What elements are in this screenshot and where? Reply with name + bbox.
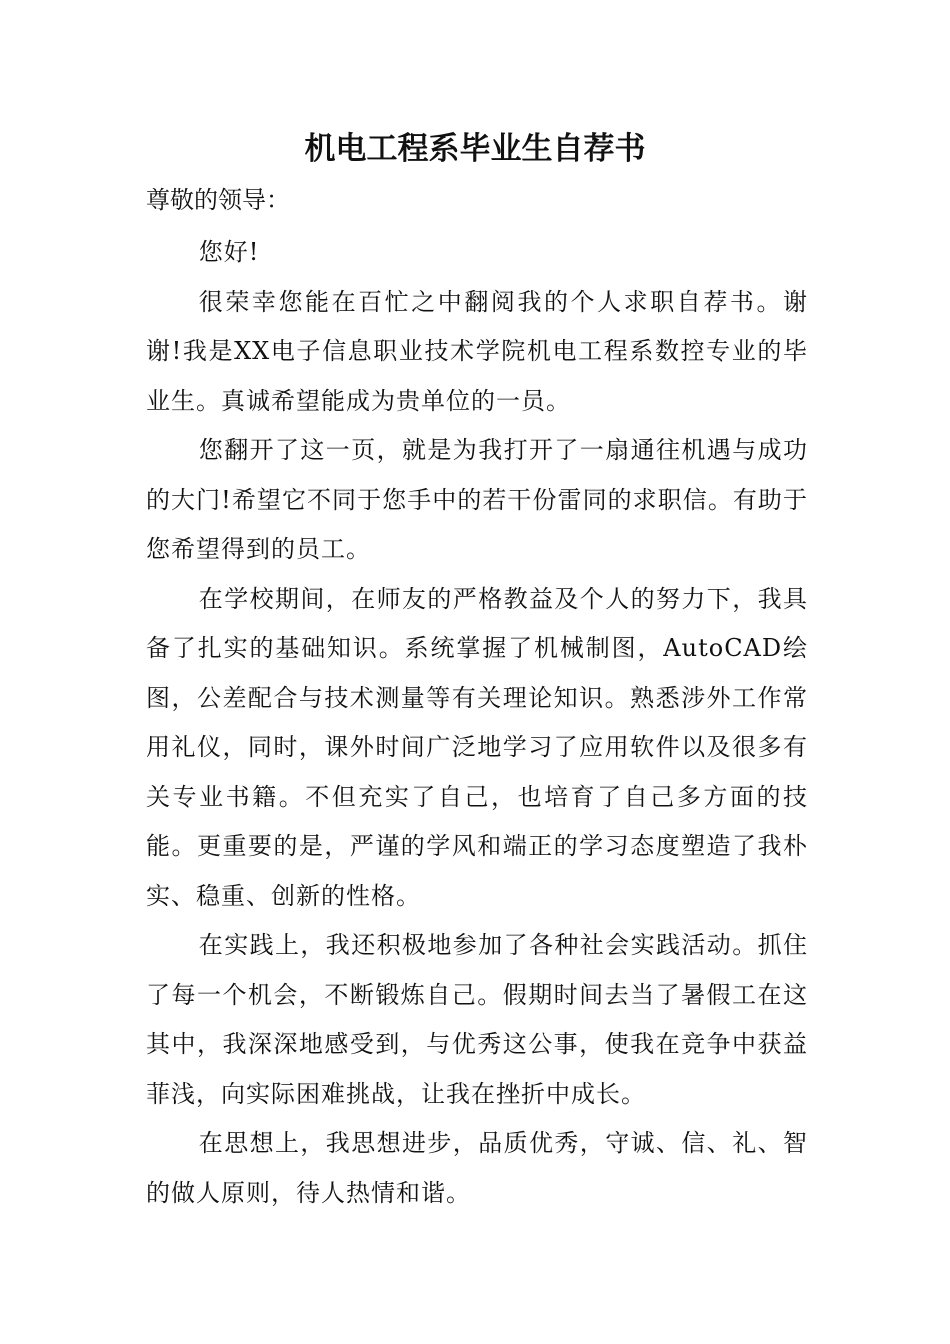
paragraph-school: 在学校期间，在师友的严格教益及个人的努力下，我具备了扎实的基础知识。系统掌握了机械制图，AutoCAD绘图，公差配合与技术测量等有关理论知识。熟悉涉外工作常用礼仪，同时，课外时间广泛地学习了应用软件以及很多有关专业书籍。不但充实了自己，也培育了自己多方面的技能。更重要的是，严谨的学风和端正的学习态度塑造了我朴实、稳重、创新的性格。 bbox=[146, 584, 808, 910]
letter-body bbox=[146, 228, 808, 1218]
salutation: 尊敬的领导： bbox=[146, 186, 290, 214]
paragraph-thought: 在思想上，我思想进步，品质优秀，守诚、信、礼、智的做人原则，待人热情和谐。 bbox=[146, 1129, 808, 1207]
paragraph-practice: 在实践上，我还积极地参加了各种社会实践活动。抓住了每一个机会，不断锻炼自己。假期时间去当了暑假工在这其中，我深深地感受到，与优秀这公事，使我在竞争中获益菲浅，向实际困难挑战，让我在挫折中成长。 bbox=[146, 931, 808, 1108]
greeting: 您好! bbox=[198, 238, 260, 266]
paragraph-intro: 很荣幸您能在百忙之中翻阅我的个人求职自荐书。谢谢!我是XX电子信息职业技术学院机电工程系数控专业的毕业生。真诚希望能成为贵单位的一员。 bbox=[146, 287, 808, 415]
document-title: 机电工程系毕业生自荐书 bbox=[304, 131, 646, 167]
paragraph-opportunity: 您翻开了这一页，就是为我打开了一扇通往机遇与成功的大门!希望它不同于您手中的若干份雷同的求职信。有助于您希望得到的员工。 bbox=[146, 436, 808, 563]
